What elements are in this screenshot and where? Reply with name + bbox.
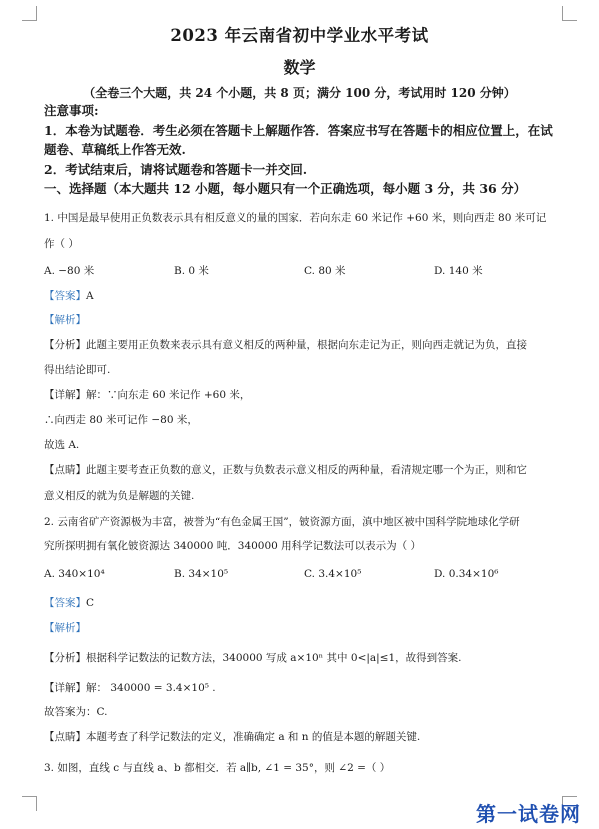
q1-xiangjie-text: 解：∵向东走 60 米记作 +60 米， [86,389,251,401]
q1-step-3: 故选 A. [44,439,80,451]
q2-option-b: B. 34×10⁵ [174,568,229,580]
q1-answer-value: A [86,290,94,302]
note-2: 2．考试结束后，请将试题卷和答题卡一并交回. [44,162,308,177]
q2-xiangjie-tag: 【详解】 [44,682,86,694]
q1-dianjing-line-2: 意义相反的就为负是解题的关键. [44,490,195,502]
q1-step-2: ∴向西走 80 米可记作 −80 米， [44,414,198,426]
site-logo: 第一试卷网 [476,802,581,826]
q1-fenxi-line-1 [44,337,527,353]
q1-dianjing-line-1 [44,462,527,478]
q2-dianjing-tag: 【点睛】 [44,731,86,743]
q2-answer [44,595,94,611]
q2-dianjing [44,729,420,745]
q2-dianjing-text: 本题考查了科学记数法的定义，准确确定 a 和 n 的值是本题的解题关键. [86,731,421,743]
notes-heading: 注意事项: [44,103,99,118]
q2-stem-line-1: 2. 云南省矿产资源极为丰富，被誉为“有色金属王国”，铍资源方面，滇中地区被中国科学院地球化学研 [44,516,520,528]
crop-mark-bottom-left [22,796,37,811]
q1-xiangjie [44,387,250,403]
q2-xiangjie [44,680,216,696]
q2-stem-line-2: 究所探明拥有氧化铍资源达 340000 吨．340000 用科学记数法可以表示为（ ） [44,540,422,552]
q2-conclusion: 故答案为：C. [44,706,108,718]
q2-answer-tag: 【答案】 [44,597,86,609]
q1-answer [44,288,94,304]
q1-option-b: B. 0 米 [174,265,209,277]
section-heading: 一、选择题（本大题共 12 小题，每小题只有一个正确选项，每小题 3 分，共 36 分） [44,181,527,196]
q1-option-c: C. 80 米 [304,265,346,277]
exam-title: 2023 年云南省初中学业水平考试 [170,26,429,45]
q2-xiangjie-text: 解： 340000 = 3.4×10⁵ . [86,682,216,694]
q1-option-d: D. 140 米 [434,265,483,277]
q1-options [44,263,564,278]
exam-subject: 数学 [283,58,316,77]
q2-fenxi-tag: 【分析】 [44,652,86,664]
note-1-line-1: 1．本卷为试题卷．考生必须在答题卡上解题作答．答案应书写在答题卡的相应位置上，在试 [44,123,553,138]
q2-options [44,568,564,580]
q2-option-a: A. 340×10⁴ [44,568,105,580]
q1-fenxi-tag: 【分析】 [44,339,86,351]
q1-answer-tag: 【答案】 [44,290,86,302]
q2-fenxi-text: 根据科学记数法的记数方法，340000 写成 a×10ⁿ 其中 0<|a|≤1，故得到答案. [86,652,462,664]
q1-fenxi-text: 此题主要用正负数来表示具有意义相反的两种量，根据向东走记为正，则向西走就记为负，直接 [86,339,527,351]
q1-dianjing-tag: 【点睛】 [44,464,86,476]
exam-info: （全卷三个大题，共 24 个小题，共 8 页；满分 100 分，考试用时 120 分钟） [83,86,516,100]
q1-stem-line-1: 1. 中国是最早使用正负数表示具有相反意义的量的国家．若向东走 60 米记作 +60 米，则向西走 80 米可记 [44,212,547,224]
q2-fenxi [44,650,462,666]
q1-option-a: A. −80 米 [44,265,95,277]
note-1-line-2: 题卷、草稿纸上作答无效. [44,142,186,157]
q2-analysis-tag: 【解析】 [44,622,86,634]
q1-dianjing-text: 此题主要考查正负数的意义，正数与负数表示意义相反的两种量，看清规定哪一个为正，则和它 [86,464,527,476]
q2-answer-value: C [86,597,95,609]
q2-option-d: D. 0.34×10⁶ [434,568,499,580]
q1-fenxi-line-2: 得出结论即可. [44,364,111,376]
q3-stem: 3. 如图，直线 c 与直线 a、b 都相交．若 a∥b, ∠1 = 35°，则 ∠2 =（ ） [44,762,391,774]
crop-mark-top-left [22,6,37,21]
q1-analysis-tag: 【解析】 [44,314,86,326]
q1-xiangjie-tag: 【详解】 [44,389,86,401]
q2-option-c: C. 3.4×10⁵ [304,568,362,580]
q1-stem-line-2: 作（ ） [44,238,79,250]
crop-mark-top-right [562,6,577,21]
